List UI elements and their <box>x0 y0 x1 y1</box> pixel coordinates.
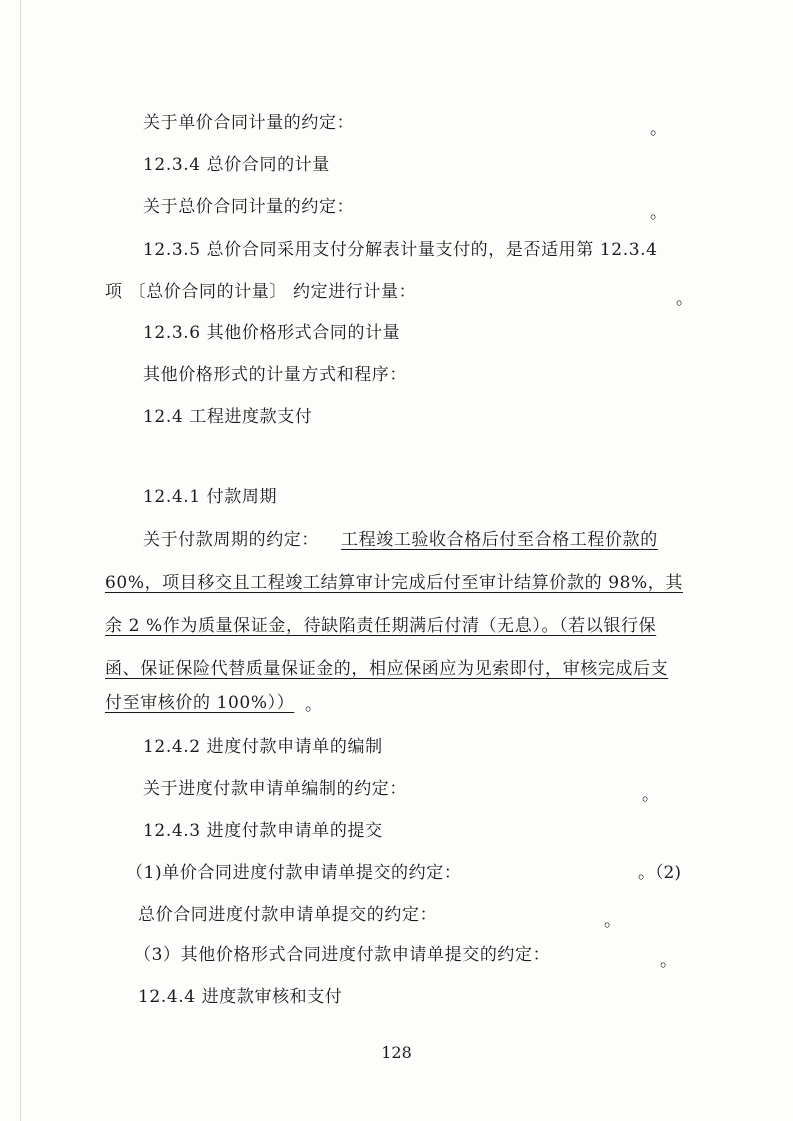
section-heading: 12.4.4 进度款审核和支付 <box>138 987 343 1007</box>
sentence-end-mark: 。 <box>305 695 322 715</box>
text-line: 关于进度付款申请单编制的约定： <box>143 779 407 799</box>
section-heading: 12.4.2 进度付款申请单的编制 <box>143 737 383 757</box>
text-line: 关于总价合同计量的约定： <box>143 197 355 217</box>
filled-text-underlined: 60%，项目移交且工程竣工结算审计完成后付至审计结算价款的 98%，其 <box>105 573 683 593</box>
text-line: 关于单价合同计量的约定： <box>143 113 355 133</box>
section-heading: 12.4.3 进度付款申请单的提交 <box>143 821 383 841</box>
text-line: （3）其他价格形式合同进度付款申请单提交的约定： <box>134 945 551 965</box>
section-heading: 12.4.1 付款周期 <box>143 487 278 507</box>
filled-text-underlined: 余 2 %作为质量保证金，待缺陷责任期满后付清（无息）。（若以银行保 <box>105 616 657 636</box>
section-heading: 12.3.6 其他价格形式合同的计量 <box>143 323 401 343</box>
filled-text-underlined: 函、保证保险代替质量保证金的，相应保函应为见索即付，审核完成后支 <box>105 659 669 679</box>
blank-end-mark: 。 <box>642 785 659 805</box>
section-heading: 12.3.4 总价合同的计量 <box>143 155 330 175</box>
page-edge-line <box>20 0 21 1121</box>
blank-end-mark: 。 <box>604 911 621 931</box>
filled-text-underlined: 付至审核价的 100%）） <box>105 693 295 713</box>
text-line: 12.3.5 总价合同采用支付分解表计量支付的，是否适用第 12.3.4 <box>143 240 658 260</box>
blank-end-mark: 。 <box>650 203 667 223</box>
text-line: 项 〔总价合同的计量〕 约定进行计量： <box>105 282 417 302</box>
text-line-label: 关于付款周期的约定： <box>143 530 319 550</box>
section-heading: 12.4 工程进度款支付 <box>143 407 313 427</box>
text-line: 其他价格形式的计量方式和程序： <box>143 365 407 385</box>
page-number: 128 <box>381 1043 412 1062</box>
filled-text-underlined: 工程竣工验收合格后付至合格工程价款的 <box>341 530 658 550</box>
blank-end-mark: 。 <box>660 951 677 971</box>
blank-end-mark: 。 <box>676 289 693 309</box>
text-line: （1)单价合同进度付款申请单提交的约定： <box>126 863 462 883</box>
blank-end-mark: 。（2) <box>638 863 681 883</box>
blank-end-mark: 。 <box>650 119 667 139</box>
text-line: 总价合同进度付款申请单提交的约定： <box>138 905 438 925</box>
